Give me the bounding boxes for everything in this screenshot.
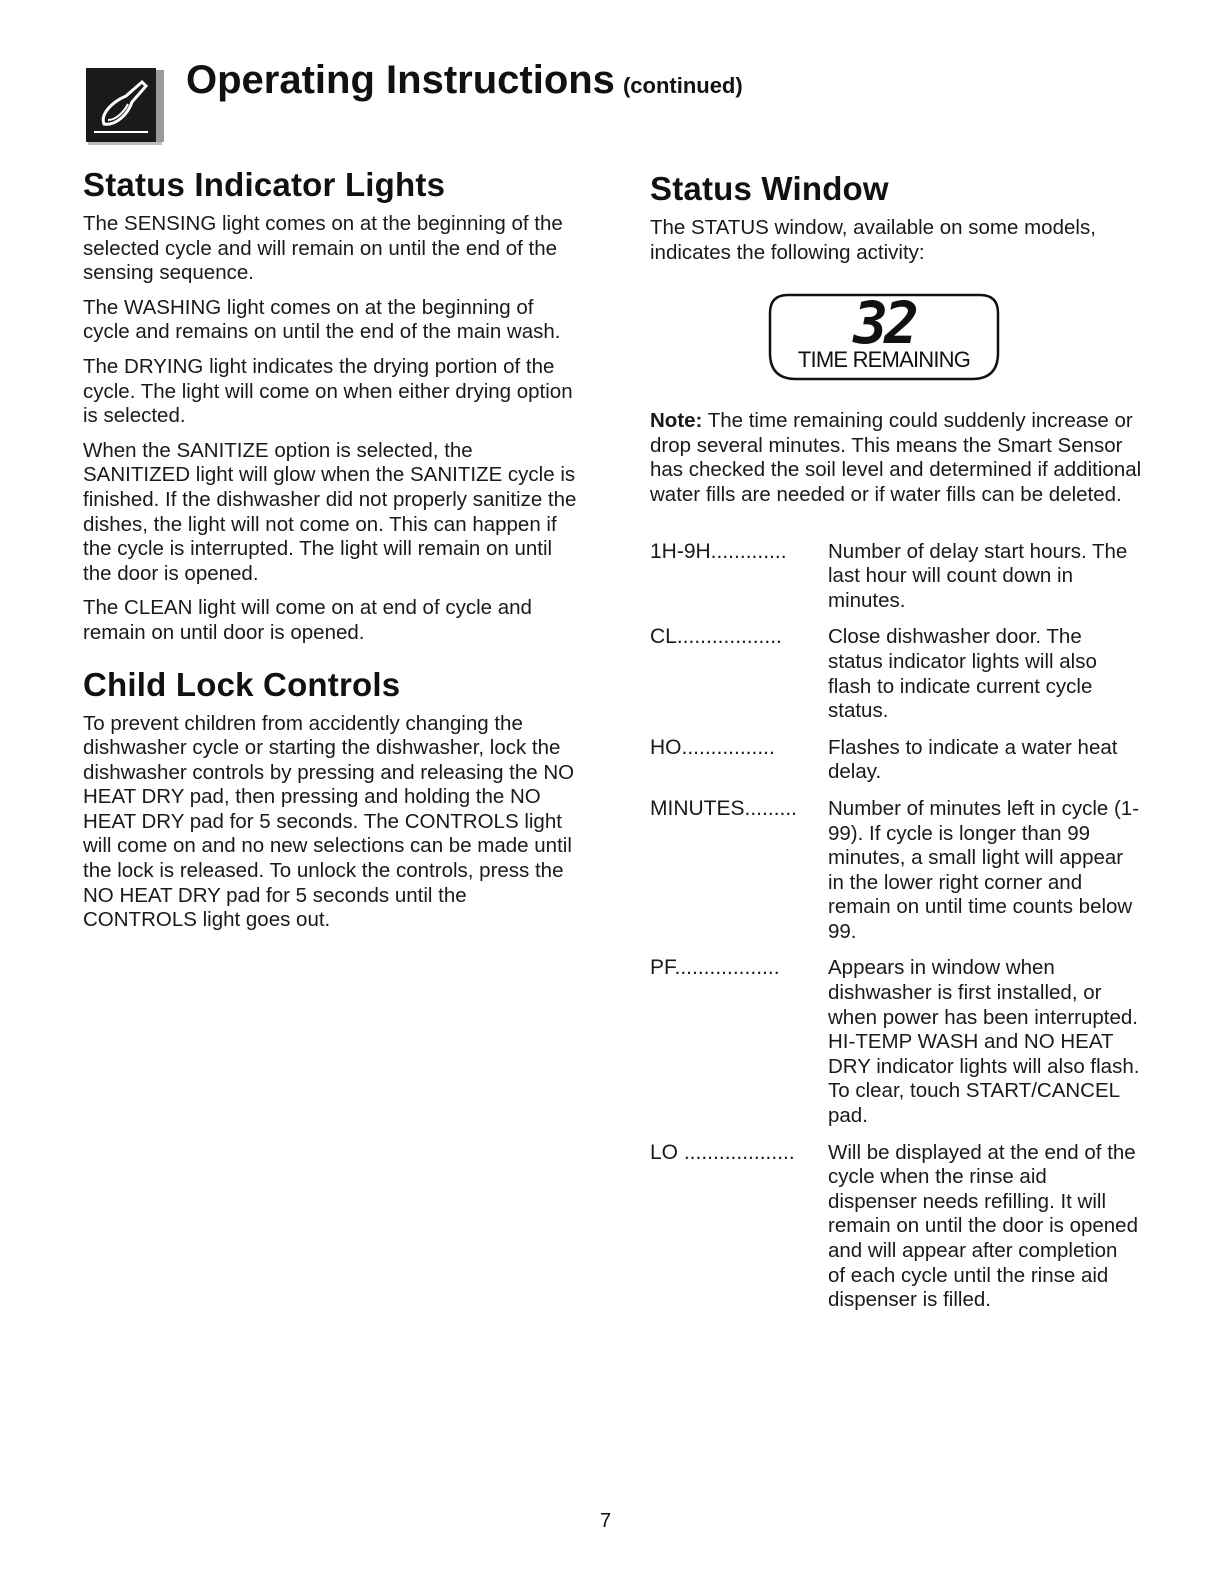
drying-light-paragraph: The DRYING light indicates the drying portion of the cycle. The light will come on when either drying option is selected. [83,354,573,428]
child-lock-paragraph: To prevent children from accidently changing the dishwasher cycle or starting the dishwasher, lock the dishwasher controls by pressing and releasing the NO HEAT DRY pad, then pressing and holding the NO HEAT DRY pad for 5 seconds. The CONTROLS light will come on and no new selections can be made until the lock is released. To unlock the controls, press the NO HEAT DRY pad for 5 seconds until the CONTROLS light goes out. [83,711,575,932]
page-subtitle: (continued) [622,73,743,98]
clean-light-paragraph: The CLEAN light will come on at end of cycle and remain on until door is opened. [83,596,532,644]
display-label: TIME REMAINING [797,347,971,373]
status-code-key: HO................ [650,735,775,759]
status-code-row [650,1141,1150,1313]
status-window-heading: Status Window [650,170,889,207]
status-code-row [650,736,1150,785]
status-code-key: PF.................. [650,956,780,980]
status-code-desc: Number of delay start hours. The last hour will count down in minutes. [828,539,1128,612]
display-digits: 32 [853,289,915,358]
status-window-intro: The STATUS window, available on some models, indicates the following activity: [650,216,1096,264]
status-code-desc: Appears in window when dishwasher is first installed, or when power has been interrupted. HI-TEMP WASH and NO HEAT DRY indicator lights will also flash. To clear, touch START/CANCEL pad. [828,956,1140,1128]
status-indicator-lights-heading: Status Indicator Lights [83,166,446,203]
status-code-key: MINUTES......... [650,796,798,820]
status-code-desc: Number of minutes left in cycle (1-99). If cycle is longer than 99 minutes, a small light will appear in the lower right corner and remain on until time counts below 99. [828,796,1140,943]
status-code-key: LO ................... [650,1140,795,1164]
status-code-desc: Flashes to indicate a water heat delay. [828,735,1118,784]
status-code-desc: Close dishwasher door. The status indicator lights will also flash to indicate current cycle status. [828,625,1097,723]
page-header [86,58,1086,146]
page-title [186,58,743,103]
status-code-row [650,956,1150,1128]
status-code-desc: Will be displayed at the end of the cycle when the rinse aid dispenser needs refilling. It will remain on until the door is opened and will appear after completion of each cycle until the rinse aid dispenser is filled. [828,1140,1138,1312]
page-number: 7 [599,1510,612,1532]
right-column [650,170,1150,1325]
sanitized-light-paragraph: When the SANITIZE option is selected, the SANITIZED light will glow when the SANITIZE cycle is finished. If the dishwasher did not properly sanitize the dishes, the light will not come on. This can happen if the cycle is interrupted. The light will remain on until the door is opened. [83,438,577,585]
note-text: The time remaining could suddenly increase or drop several minutes. This means the Smart Sensor has checked the soil level and determined if additional water fills are needed or if water fills can be deleted. [650,409,1142,506]
status-code-key: 1H-9H............. [650,539,787,563]
status-code-row [650,625,1150,723]
washing-light-paragraph: The WASHING light comes on at the beginning of cycle and remains on until the end of the main wash. [83,295,561,344]
note-paragraph [650,409,1150,507]
status-code-row [650,540,1150,614]
left-column [83,166,583,943]
sensing-light-paragraph: The SENSING light comes on at the beginning of the selected cycle and will remain on until the end of the sensing sequence. [83,212,563,285]
note-label: Note: [650,409,703,433]
status-code-row [650,797,1150,945]
status-window-display [768,289,1000,381]
child-lock-controls-heading: Child Lock Controls [83,665,401,703]
status-codes-list [650,540,1150,1313]
status-code-key: CL.................. [650,625,782,649]
page-title-text: Operating Instructions [186,58,615,102]
dishwasher-manual-icon [86,66,166,146]
